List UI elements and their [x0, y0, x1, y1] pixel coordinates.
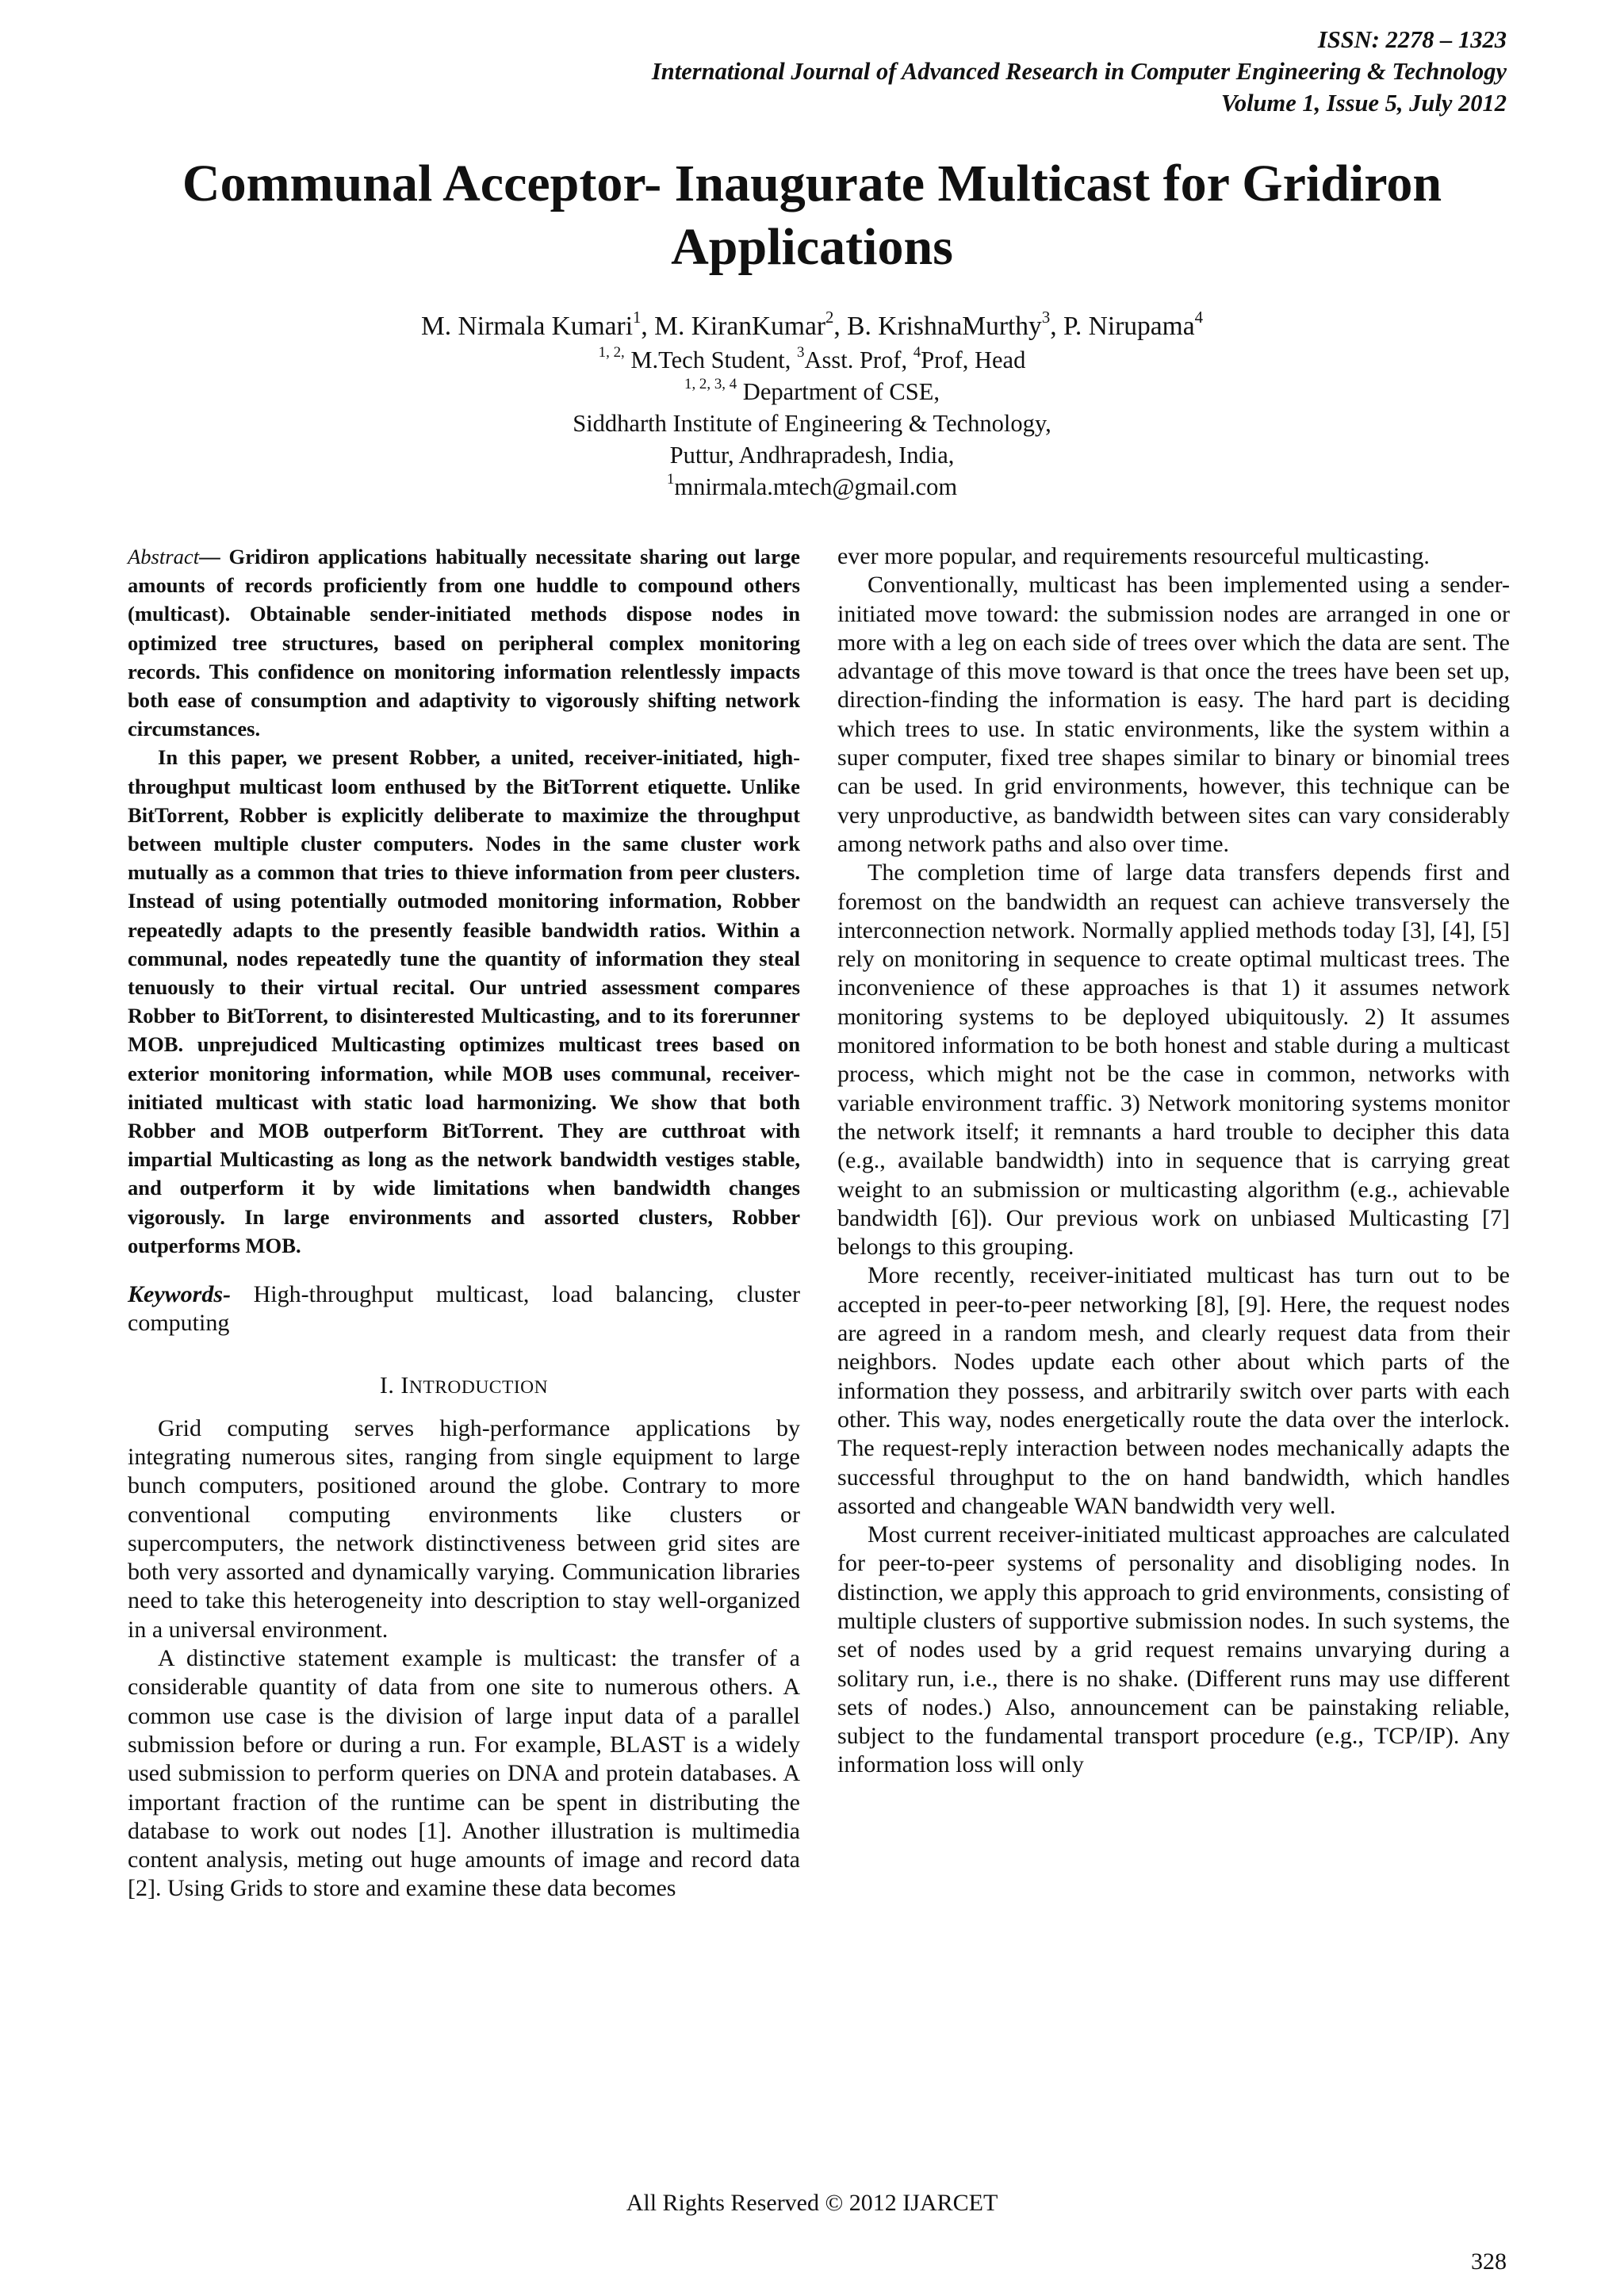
author-block [119, 309, 1505, 503]
author-4-sup: 4 [1194, 308, 1203, 327]
role-sup-1: 1, 2, [598, 344, 625, 362]
abstract-paragraph-1 [128, 542, 800, 743]
right-paragraph-2: The completion time of large data transfers depends first and foremost on the bandwidth an request can achieve transversely the interconnection network. Normally applied methods today [3], [4], [5] rely on monitoring in sequence to create optimal multicast trees. The inconvenience of these approaches is that 1) it assumes network monitoring systems to be deployed ubiquitously. 2) It assumes monitored information to be both honest and stable during a multicast process, which might not be the case in common, networks with variable environment traffic. 3) Network monitoring systems monitor the network itself; it remnants a hard trouble to decipher this data (e.g., available bandwidth) into in sequence that is carrying great weight to an submission or multicasting algorithm (e.g., achievable bandwidth [6]). Our previous work on unbiased Multicasting [7] belongs to this grouping. [837, 859, 1510, 1261]
author-1-sup: 1 [633, 308, 642, 327]
journal-name: International Journal of Advanced Research in Computer Engineering & Technology [651, 58, 1507, 85]
abstract [128, 542, 800, 1260]
role-sup-2: 3 [797, 344, 805, 362]
author-2-sup: 2 [825, 308, 834, 327]
keywords-label: Keywords- [128, 1281, 231, 1308]
role-sup-3: 4 [913, 344, 921, 362]
section-heading-introduction [128, 1372, 800, 1402]
author-2: , M. KiranKumar [641, 312, 826, 341]
right-paragraph-0: ever more popular, and requirements resourceful multicasting. [837, 543, 1430, 569]
title-line-1: Communal Acceptor- Inaugurate Multicast for Gridiron [182, 155, 1442, 212]
keywords [128, 1280, 800, 1338]
author-roles [119, 344, 1505, 376]
author-1: M. Nirmala Kumari [421, 312, 634, 341]
email-address: mnirmala.mtech@gmail.com [674, 473, 958, 500]
abstract-text-1: Gridiron applications habitually necessitate sharing out large amounts of records proficiently from one huddle to compound others (multicast). Obtainable sender-initiated methods dispose nodes in optimized tree structures, based on peripheral complex monitoring records. This confidence on monitoring information relentlessly impacts both ease of consumption and adaptivity to vigorously shifting network circumstances. [128, 545, 800, 741]
right-paragraph-3: More recently, receiver-initiated multicast has turn out to be accepted in peer-to-peer networking [8], [9]. Here, the request nodes are agreed in a random mesh, and clearly request data from their neighbors. Nodes update each other about which parts of the information they possess, and arbitrarily switch over parts with each other. This way, nodes energetically route the data over the interlock. The request-reply interaction between nodes mechanically adapts the successful throughput to the on hand bandwidth, which handles assorted and changeable WAN bandwidth very well. [837, 1262, 1510, 1519]
dept-sup: 1, 2, 3, 4 [684, 376, 737, 393]
page-number: 328 [1471, 2248, 1507, 2275]
intro-paragraph-1: Grid computing serves high-performance applications by integrating numerous sites, ranging from single equipment to large bunch computers, positioned around the globe. Contrary to more conventional computing environments like clusters or supercomputers, the network distinctiveness between grid sites are both very assorted and dynamically varying. Communication libraries need to take this heterogeneity into description to stay well-organized in a universal environment. [128, 1414, 800, 1643]
right-paragraph-1: Conventionally, multicast has been implemented using a sender-initiated move toward: the submission nodes are arranged in one or more with a leg on each side of trees over which the data are sent. The advantage of this move toward is that once the trees have been set up, direction-finding the information is easy. The hard part is deciding which trees to use. In static environments, like the system within a super computer, fixed tree shapes similar to binary or binomial trees can be used. In grid environments, however, this technique can be very unproductive, as bandwidth between sites can vary considerably among network paths and also over time. [837, 572, 1510, 857]
left-column [128, 542, 800, 1904]
intro-paragraph-2: A distinctive statement example is multicast: the transfer of a considerable quantity of data from one site to numerous others. A common use case is the division of large input data of a parallel submission before or during a run. For example, BLAST is a widely used submission to perform queries on DNA and protein databases. A important fraction of the runtime can be spent in distributing the database to work out nodes [1]. Another illustration is multimedia content analysis, meting out huge amounts of image and record data [2]. Using Grids to store and examine these data becomes [128, 1645, 800, 1902]
location: Puttur, Andhrapradesh, India, [669, 442, 955, 469]
volume-issue: Volume 1, Issue 5, July 2012 [1220, 90, 1507, 117]
section-number: I. [379, 1372, 401, 1399]
paper-title [119, 152, 1505, 279]
author-names [119, 309, 1505, 344]
title-line-2: Applications [671, 218, 953, 276]
author-3: , B. KrishnaMurthy [833, 312, 1042, 341]
department [119, 376, 1505, 408]
abstract-paragraph-2: In this paper, we present Robber, a united, receiver-initiated, high-throughput multicast loom enthused by the BitTorrent etiquette. Unlike BitTorrent, Robber is explicitly deliberate to maximize the throughput between multiple cluster computers. Nodes in the same cluster work mutually as a common that tries to thieve information from peer clusters. Instead of using potentially outmoded monitoring information, Robber repeatedly adapts to the presently feasible bandwidth ratios. Within a communal, nodes repeatedly tune the quantity of information they steal tenuously to their virtual recital. Our untried assessment compares Robber to BitTorrent, to disinterested Multicasting, and to its forerunner MOB. unprejudiced Multicasting optimizes multicast trees based on exterior monitoring information, while MOB uses communal, receiver-initiated multicast with static load harmonizing. We show that both Robber and MOB outperform BitTorrent. They are cutthroat with impartial Multicasting as long as the network bandwidth vestiges stable, and outperform it by wide limitations when bandwidth changes vigorously. In large environments and assorted clusters, Robber outperforms MOB. [128, 745, 800, 1257]
section-rest: NTRODUCTION [408, 1376, 549, 1398]
email-sup: 1 [666, 471, 675, 488]
dept-text: Department of CSE, [737, 378, 940, 405]
section-initial: I [400, 1372, 409, 1399]
author-4: , P. Nirupama [1050, 312, 1195, 341]
abstract-dash: — [199, 545, 229, 568]
journal-header [652, 24, 1507, 119]
role-2: Asst. Prof, [804, 346, 914, 373]
right-column [837, 542, 1510, 1780]
copyright-footer: All Rights Reserved © 2012 IJARCET [626, 2190, 998, 2216]
author-3-sup: 3 [1041, 308, 1051, 327]
institute: Siddharth Institute of Engineering & Technology, [573, 410, 1051, 437]
issn: ISSN: 2278 – 1323 [1317, 26, 1507, 53]
email [119, 471, 1505, 503]
abstract-label: Abstract [128, 545, 200, 568]
role-3: Prof, Head [921, 346, 1026, 373]
role-1: M.Tech Student, [624, 346, 798, 373]
right-paragraph-4: Most current receiver-initiated multicast approaches are calculated for peer-to-peer systems of personality and disobliging nodes. In distinction, we apply this approach to grid environments, consisting of multiple clusters of supportive submission nodes. In such systems, the set of nodes used by a grid request remains unvarying during a solitary run, i.e., there is no shake. (Different runs may use different sets of nodes.) Also, announcement can be painstaking reliable, subject to the fundamental transport procedure (e.g., TCP/IP). Any information loss will only [837, 1521, 1510, 1778]
keywords-text: High-throughput multicast, load balancing, cluster computing [128, 1281, 800, 1337]
